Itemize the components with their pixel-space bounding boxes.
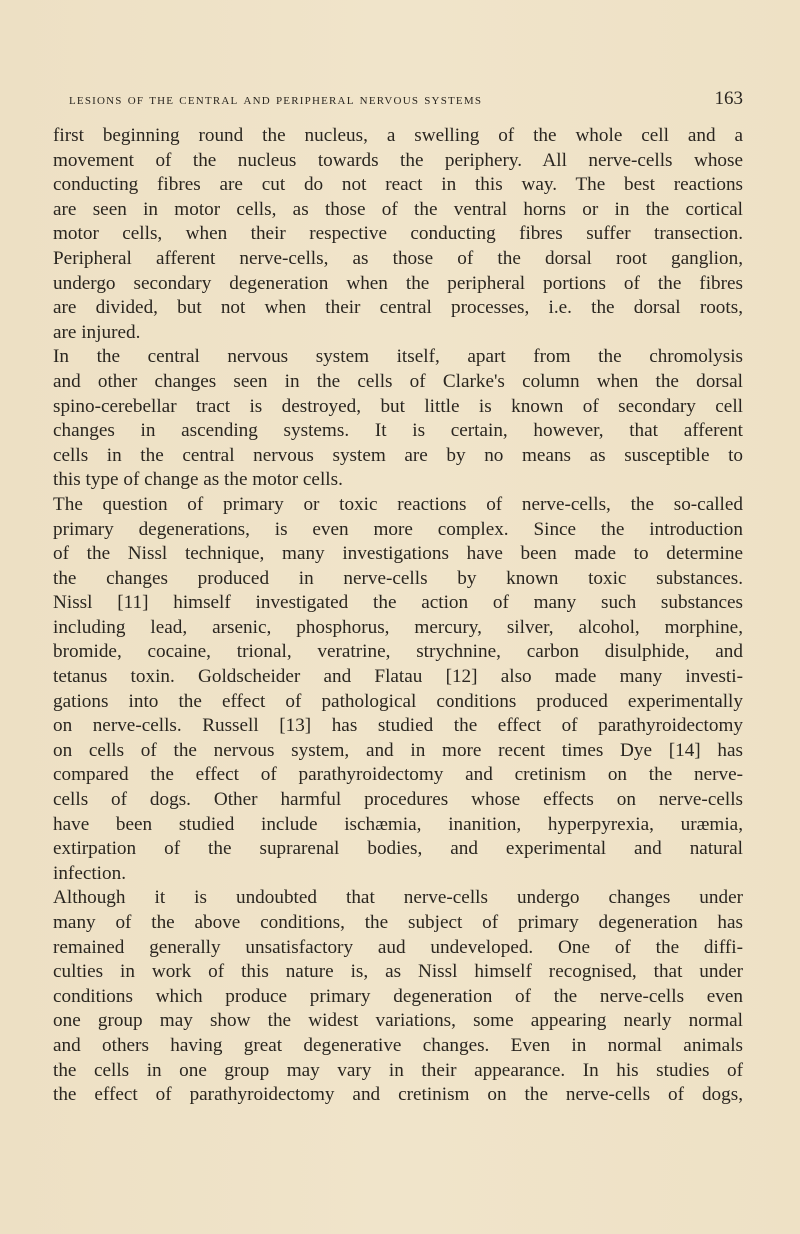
text-line: conditions which produce primary degeneration of the nerve-cells even [53, 985, 743, 1007]
text-line: and others having great degenerative changes. Even in normal animals [53, 1034, 743, 1056]
text-line: cells of dogs. Other harmful procedures whose effects on nerve-cells [53, 789, 743, 811]
text-line: of the Nissl technique, many investigations have been made to determine [53, 543, 743, 565]
text-line: changes in ascending systems. It is certain, however, that afferent [53, 420, 743, 442]
text-line: conducting fibres are cut do not react in this way. The best reactions [53, 174, 743, 196]
text-line: culties in work of this nature is, as Nissl himself recognised, that under [53, 961, 743, 983]
text-line: on nerve-cells. Russell [13] has studied the effect of parathyroidectomy [53, 715, 743, 737]
text-line: infection. [53, 862, 126, 884]
text-line: gations into the effect of pathological conditions produced experimentally [53, 690, 743, 712]
text-line: the effect of parathyroidectomy and cretinism on the nerve-cells of dogs, [53, 1084, 743, 1106]
text-line: The question of primary or toxic reactions of nerve-cells, the so-called [53, 493, 743, 515]
text-line: In the central nervous system itself, apart from the chromolysis [53, 346, 743, 368]
text-line: extirpation of the suprarenal bodies, and experimental and natural [53, 838, 743, 860]
text-line: first beginning round the nucleus, a swelling of the whole cell and a [53, 125, 743, 146]
running-head-title: lesions of the central and peripheral nervous systems [69, 91, 483, 108]
text-line: Although it is undoubted that nerve-cells undergo changes under [53, 887, 743, 909]
text-line: remained generally unsatisfactory aud undeveloped. One of the diffi- [53, 936, 743, 958]
text-line: the cells in one group may vary in their appearance. In his studies of [53, 1059, 743, 1081]
running-head [69, 88, 743, 110]
text-line: compared the effect of parathyroidectomy and cretinism on the nerve- [53, 764, 743, 786]
text-line: are divided, but not when their central processes, i.e. the dorsal roots, [53, 297, 743, 319]
text-line: including lead, arsenic, phosphorus, mercury, silver, alcohol, morphine, [53, 616, 743, 638]
text-line: one group may show the widest variations, some appearing nearly normal [53, 1010, 743, 1032]
text-line: Nissl [11] himself investigated the action of many such substances [53, 592, 743, 614]
text-line: many of the above conditions, the subject of primary degeneration has [53, 912, 743, 933]
text-line: cells in the central nervous system are by no means as susceptible to [53, 444, 743, 466]
text-line: are seen in motor cells, as those of the ventral horns or in the cortical [53, 198, 743, 220]
text-line: and other changes seen in the cells of Clarke's column when the dorsal [53, 370, 743, 392]
text-line: tetanus toxin. Goldscheider and Flatau [12] also made many investi- [53, 666, 743, 688]
text-line: spino-cerebellar tract is destroyed, but little is known of secondary cell [53, 395, 743, 417]
body-text [53, 124, 743, 1108]
text-line: are injured. [53, 321, 141, 343]
page-number: 163 [714, 88, 743, 109]
text-line: have been studied include ischæmia, inanition, hyperpyrexia, uræmia, [53, 813, 743, 835]
text-line: primary degenerations, is even more complex. Since the introduction [53, 518, 743, 540]
text-line: undergo secondary degeneration when the peripheral portions of the fibres [53, 272, 743, 294]
text-line: motor cells, when their respective conducting fibres suffer transection. [53, 223, 743, 245]
text-line: this type of change as the motor cells. [53, 469, 343, 491]
text-line: movement of the nucleus towards the periphery. All nerve-cells whose [53, 149, 743, 171]
text-line: bromide, cocaine, trional, veratrine, strychnine, carbon disulphide, and [53, 641, 743, 663]
text-line: the changes produced in nerve-cells by known toxic substances. [53, 567, 743, 589]
text-line: Peripheral afferent nerve-cells, as those of the dorsal root ganglion, [53, 247, 743, 269]
text-line: on cells of the nervous system, and in more recent times Dye [14] has [53, 739, 743, 761]
